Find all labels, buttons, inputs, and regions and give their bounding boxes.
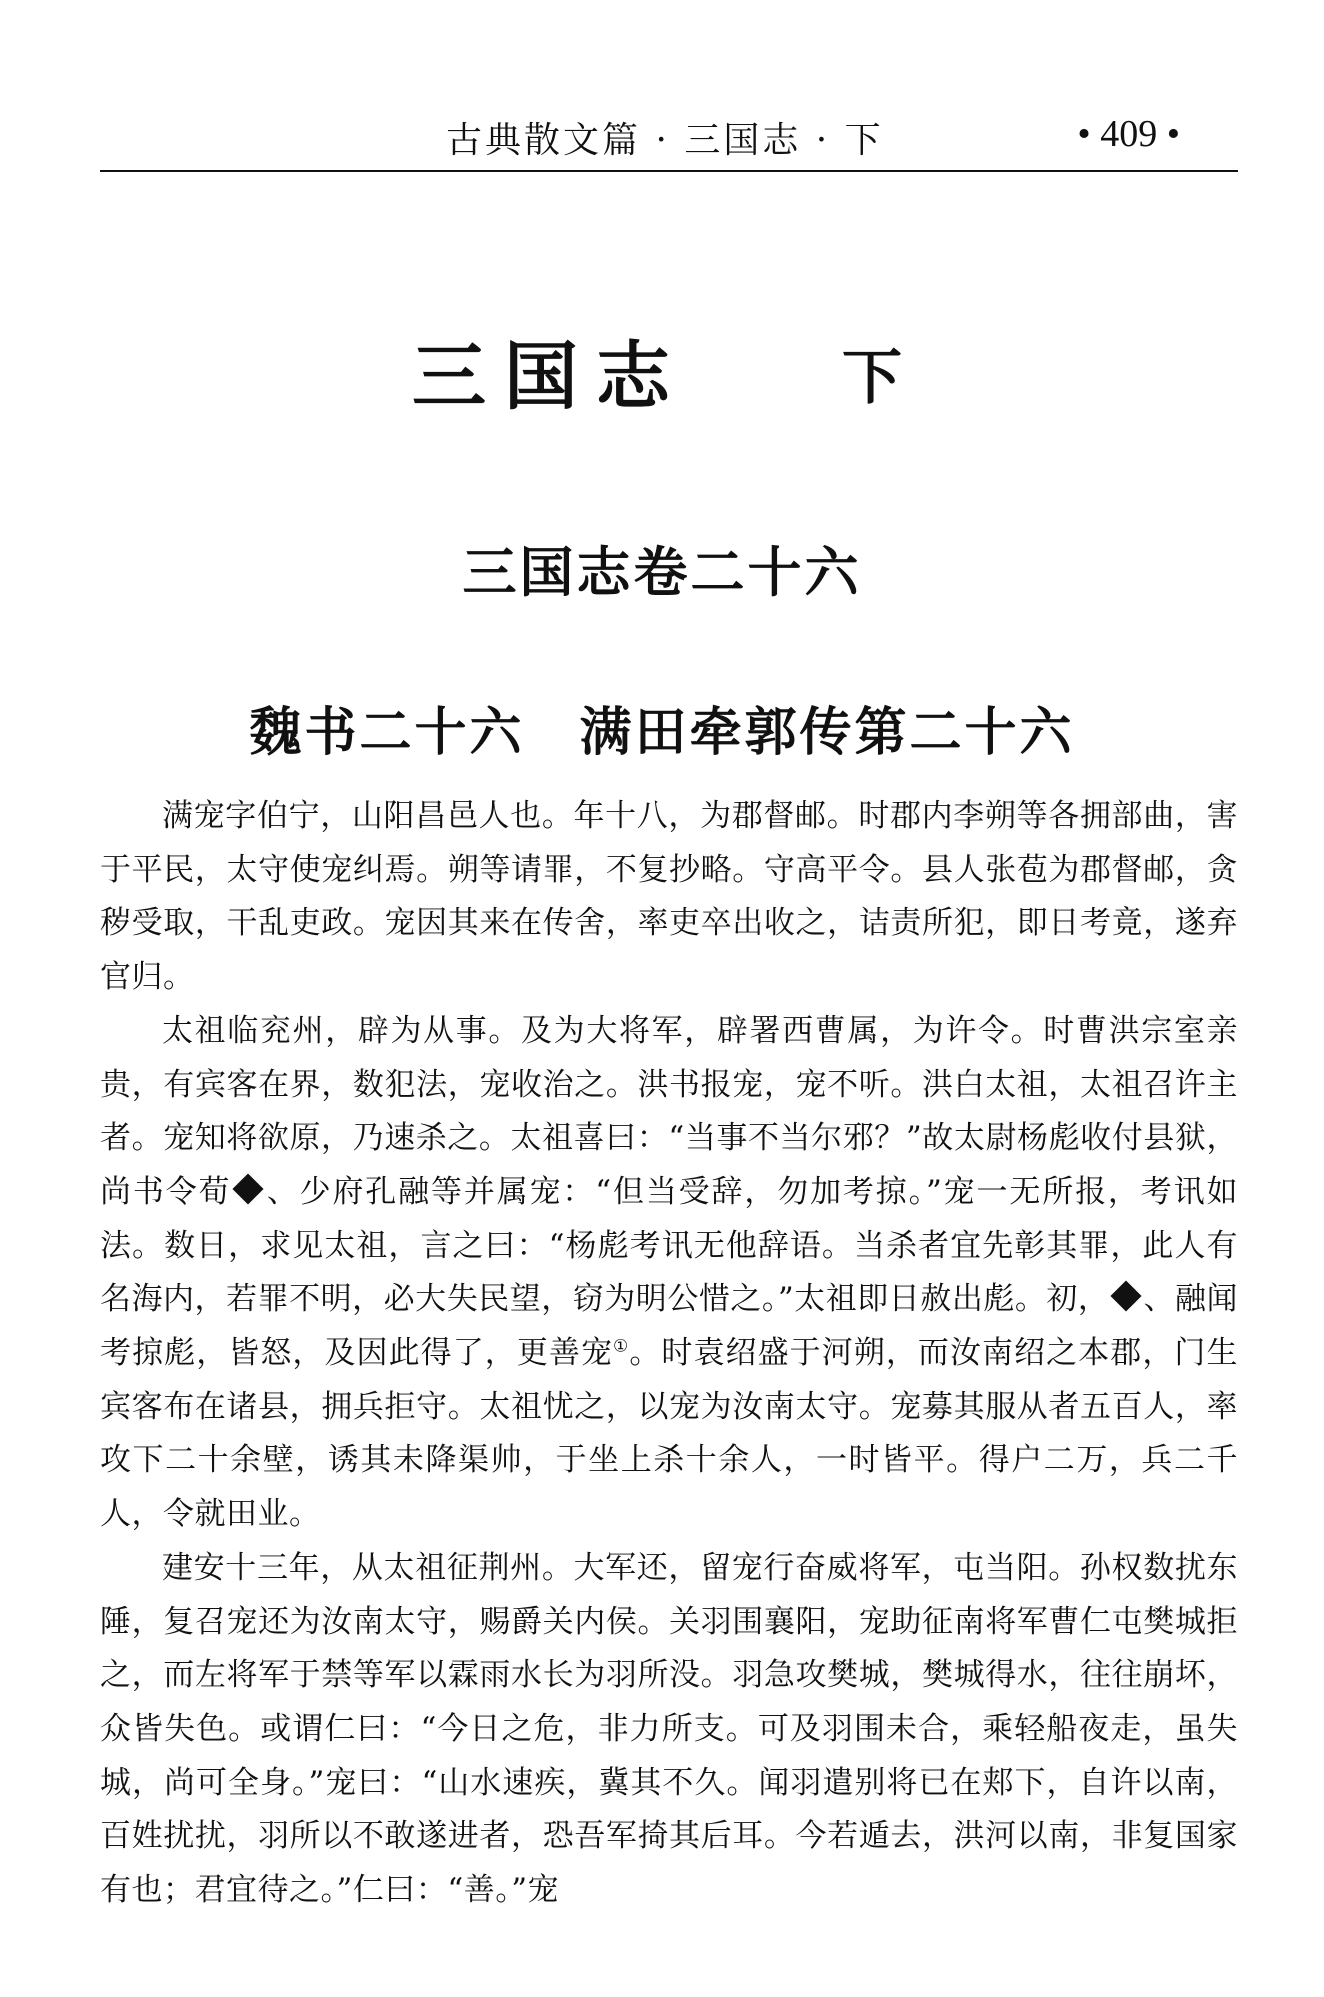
paragraph-2-part-4: 。时袁绍盛于河朔，而汝南绍之本郡，门生宾客布在诸县，拥兵拒守。太祖忧之，以宠为汝南太守。宠募其服从者五百人，率攻下二十余壁，诱其未降渠帅，于坐上杀十余人，一时皆平。得户二万，兵二千人，令就田业。 (100, 1335, 1238, 1533)
paragraph-2-part-1: 太祖临兖州，辟为从事。及为大将军，辟署西曹属，为许令。时曹洪宗室亲贵，有宾客在界，数犯法，宠收治之。洪书报宠，宠不听。洪白太祖，太祖召许主者。宠知将欲原，乃速杀之。太祖喜曰：“当事不当尔邪？”故太尉杨彪收付县狱，尚书令荀 (100, 1012, 1238, 1210)
paragraph-2 (100, 1005, 1238, 1542)
footnote-marker[interactable]: ① (613, 1336, 630, 1357)
book-title: 三国志 (412, 334, 688, 420)
running-head (100, 108, 1238, 168)
header-rule (100, 170, 1238, 172)
chapter-volume-title: 三国志卷二十六 (462, 541, 862, 604)
running-head-title: 古典散文篇 · 三国志 · 下 (446, 120, 884, 161)
paragraph-2-part-2: 、少府孔融等并属宠：“但当受辞，勿加考掠。”宠一无所报，考讯如法。数日，求见太祖，言之曰：“杨彪考讯无他辞语。当杀者宜先彰其罪，此人有名海内，若罪不明，必大失民望，窃为明公惜之。”太祖即日赦出彪。初， (100, 1173, 1238, 1318)
paragraph-1: 满宠字伯宁，山阳昌邑人也。年十八，为郡督邮。时郡内李朔等各拥部曲，害于平民，太守使宠纠焉。朔等请罪，不复抄略。守高平令。县人张苞为郡督邮，贪秽受取，干乱吏政。宠因其来在传舍，率吏卒出收之，诘责所犯，即日考竟，遂弃官归。 (100, 798, 1238, 996)
missing-glyph-icon (1111, 1281, 1142, 1312)
missing-glyph-icon (233, 1173, 264, 1204)
body-text (100, 790, 1238, 1918)
chapter-subtitle: 魏书二十六 满田牵郭传第二十六 (249, 703, 1075, 763)
book-volume: 下 (842, 343, 902, 413)
page-number: • 409 • (1077, 113, 1180, 155)
paragraph-3: 建安十三年，从太祖征荆州。大军还，留宠行奋威将军，屯当阳。孙权数扰东陲，复召宠还为汝南太守，赐爵关内侯。关羽围襄阳，宠助征南将军曹仁屯樊城拒之，而左将军于禁等军以霖雨水长为羽所没。羽急攻樊城，樊城得水，往往崩坏，众皆失色。或谓仁曰：“今日之危，非力所支。可及羽围未合，乘轻船夜走，虽失城，尚可全身。”宠曰：“山水速疾，冀其不久。闻羽遣别将已在郏下，自许以南，百姓扰扰，羽所以不敢遂进者，恐吾军掎其后耳。今若遁去，洪河以南，非复国家有也；君宜待之。”仁曰：“善。”宠 (100, 1549, 1238, 1909)
paragraph-2-part-3: 、融闻考掠彪，皆怒，及因此得了，更善宠 (100, 1281, 1238, 1372)
